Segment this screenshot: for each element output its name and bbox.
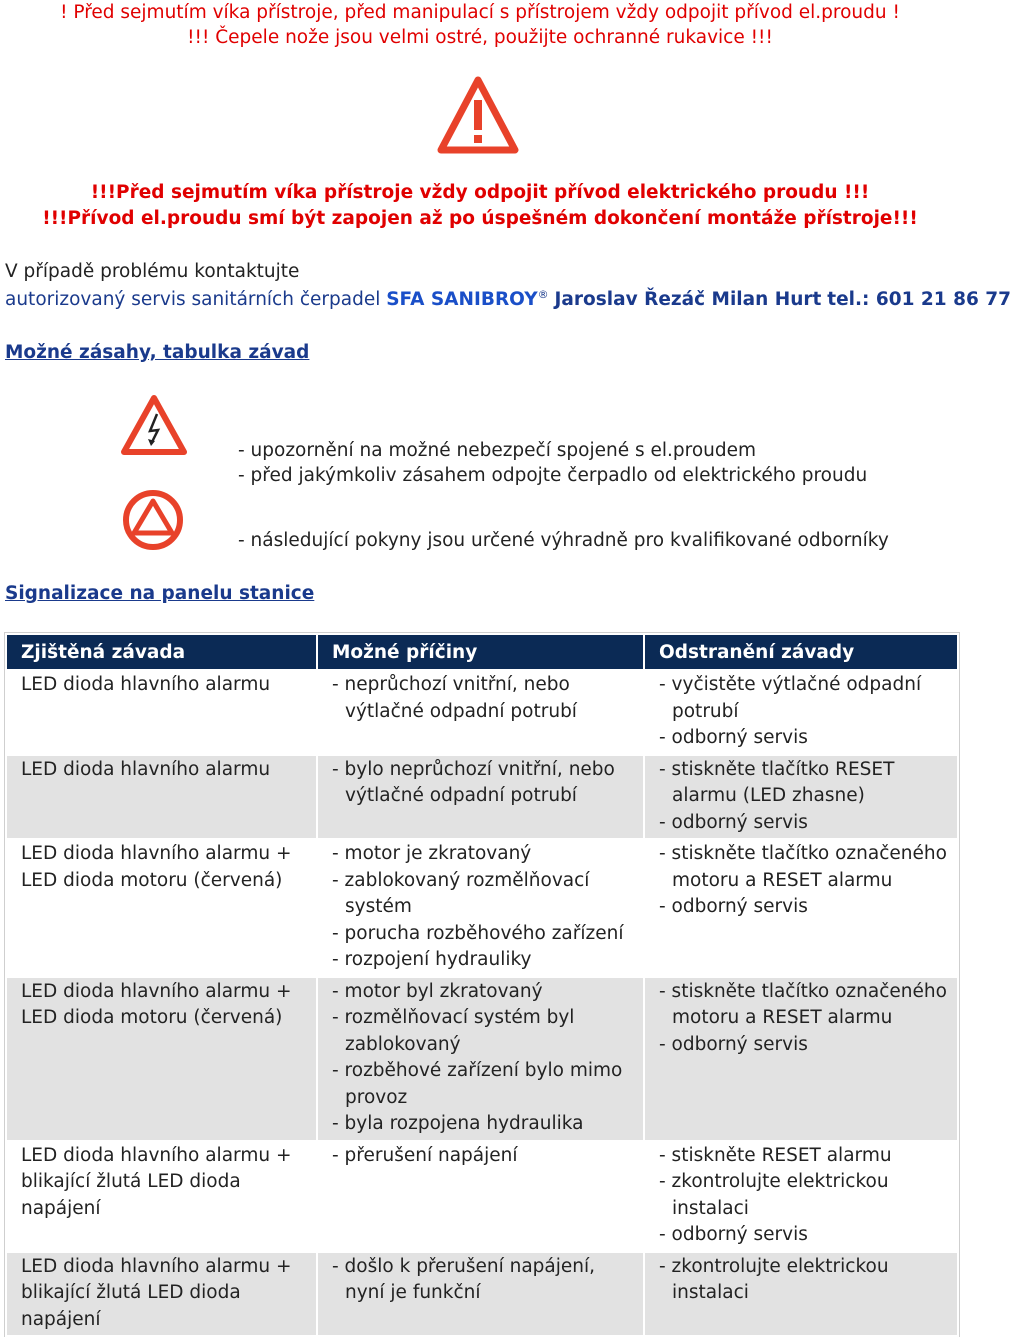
table-header-row: [6, 634, 958, 670]
fix-text: - stiskněte tlačítko RESET: [659, 758, 895, 780]
circle-triangle-icon: [120, 487, 186, 553]
cause-cell: [317, 670, 644, 755]
warning-line-1: ! Před sejmutím víka přístroje, před manipulací s přístrojem vždy odpojit přívod el.proudu !: [60, 2, 900, 23]
cause-text: - bylo neprůchozí vnitřní, nebo: [332, 758, 615, 780]
fault-text: LED dioda hlavního alarmu +: [21, 980, 292, 1002]
section-signals-title: Signalizace na panelu stanice: [5, 583, 315, 604]
fix-text: - odborný servis: [659, 896, 808, 917]
section-interventions-title: Možné zásahy, tabulka závad: [5, 342, 310, 363]
fault-text: napájení: [21, 1197, 101, 1219]
fix-text: - stiskněte RESET alarmu: [659, 1144, 892, 1166]
fix-cell: [644, 839, 958, 977]
fix-text: - zkontrolujte elektrickou: [659, 1171, 889, 1192]
fix-text: - odborný servis: [659, 727, 808, 748]
fix-text: - zkontrolujte elektrickou: [659, 1255, 889, 1277]
warning-triangle-icon: [437, 76, 519, 154]
fix-text: motoru a RESET alarmu: [672, 869, 893, 891]
fault-text: LED dioda motoru (červená): [21, 869, 283, 891]
header-fault: Zjištěná závada: [6, 634, 317, 670]
cause-text: - přerušení napájení: [332, 1144, 518, 1166]
fault-text: blikající žlutá LED dioda: [21, 1282, 241, 1303]
cause-text: systém: [345, 896, 412, 917]
table-row: [6, 1252, 958, 1337]
cause-text: - rozpojení hydrauliky: [332, 949, 532, 970]
fix-text: motoru a RESET alarmu: [672, 1007, 893, 1028]
fault-text: LED dioda hlavního alarmu: [21, 674, 271, 695]
contact-details: [5, 288, 1011, 310]
fix-text: alarmu (LED zhasne): [672, 785, 865, 806]
fix-cell: [644, 670, 958, 755]
cause-cell: [317, 1141, 644, 1252]
fault-text: LED dioda motoru (červená): [21, 1007, 283, 1028]
cause-cell: [317, 755, 644, 840]
fix-text: - stiskněte tlačítko označeného: [659, 980, 947, 1002]
cause-text: - byla rozpojena hydraulika: [332, 1113, 584, 1134]
warning-line-2: !!! Čepele nože jsou velmi ostré, použijte ochranné rukavice !!!: [187, 27, 773, 48]
brand-name: SFA SANIBROY: [386, 289, 538, 311]
header-causes: Možné příčiny: [317, 634, 644, 670]
note-disconnect: - před jakýmkoliv zásahem odpojte čerpadlo od elektrického proudu: [238, 465, 868, 486]
cause-text: provoz: [345, 1086, 408, 1108]
header-fixes: Odstranění závady: [644, 634, 958, 670]
fix-cell: [644, 977, 958, 1141]
fix-text: - stiskněte tlačítko označeného: [659, 843, 947, 864]
cause-text: - rozběhové zařízení bylo mimo: [332, 1060, 623, 1081]
fault-text: LED dioda hlavního alarmu: [21, 758, 271, 780]
cause-text: nyní je funkční: [345, 1282, 481, 1303]
fault-cell: [6, 977, 317, 1141]
warning-bold-line-2: !!!Přívod el.proudu smí být zapojen až po úspešném dokončení montáže přístroje!!!: [42, 208, 918, 229]
fix-cell: [644, 1252, 958, 1337]
cause-text: - motor je zkratovaný: [332, 843, 532, 864]
table-row: [6, 755, 958, 840]
note-qualified-only: - následující pokyny jsou určené výhradně pro kvalifikované odborníky: [238, 530, 889, 551]
fault-text: blikající žlutá LED dioda: [21, 1171, 241, 1192]
fault-table: [5, 633, 959, 1337]
cause-text: výtlačné odpadní potrubí: [345, 700, 577, 722]
fault-cell: [6, 755, 317, 840]
table-row: [6, 670, 958, 755]
cause-text: - zablokovaný rozmělňovací: [332, 869, 590, 891]
fault-cell: [6, 1252, 317, 1337]
note-electric-hazard: - upozornění na možné nebezpečí spojené s el.proudem: [238, 440, 757, 461]
fault-text: LED dioda hlavního alarmu +: [21, 1144, 292, 1166]
table-row: [6, 977, 958, 1141]
contact-intro: V případě problému kontaktujte: [5, 261, 300, 282]
contact-persons: Jaroslav Řezáč Milan Hurt: [554, 289, 822, 311]
cause-text: - neprůchozí vnitřní, nebo: [332, 674, 570, 695]
electric-hazard-icon: [120, 393, 188, 457]
cause-cell: [317, 1252, 644, 1337]
fix-cell: [644, 755, 958, 840]
fix-text: instalaci: [672, 1197, 749, 1219]
fault-cell: [6, 1141, 317, 1252]
cause-text: - rozmělňovací systém byl: [332, 1007, 575, 1028]
warning-bold-line-1: !!!Před sejmutím víka přístroje vždy odpojit přívod elektrického proudu !!!: [90, 182, 870, 203]
fault-cell: [6, 839, 317, 977]
fix-text: - odborný servis: [659, 1224, 808, 1245]
fault-text: LED dioda hlavního alarmu +: [21, 843, 292, 864]
fault-text: LED dioda hlavního alarmu +: [21, 1255, 292, 1277]
fault-text: napájení: [21, 1308, 101, 1330]
cause-cell: [317, 839, 644, 977]
fix-cell: [644, 1141, 958, 1252]
cause-text: - motor byl zkratovaný: [332, 980, 543, 1002]
table-row: [6, 1141, 958, 1252]
cause-text: zablokovaný: [345, 1033, 461, 1055]
fix-text: - vyčistěte výtlačné odpadní: [659, 674, 922, 695]
table-row: [6, 839, 958, 977]
registered-mark: ®: [537, 288, 549, 301]
cause-text: výtlačné odpadní potrubí: [345, 785, 577, 806]
fault-cell: [6, 670, 317, 755]
fix-text: - odborný servis: [659, 811, 808, 833]
contact-phone: tel.: 601 21 86 77: [827, 289, 1011, 311]
cause-cell: [317, 977, 644, 1141]
fix-text: potrubí: [672, 700, 739, 722]
fix-text: instalaci: [672, 1282, 749, 1303]
cause-text: - došlo k přerušení napájení,: [332, 1255, 596, 1277]
contact-prefix: autorizovaný servis sanitárních čerpadel: [5, 289, 381, 311]
cause-text: - porucha rozběhového zařízení: [332, 922, 624, 944]
fix-text: - odborný servis: [659, 1033, 808, 1055]
